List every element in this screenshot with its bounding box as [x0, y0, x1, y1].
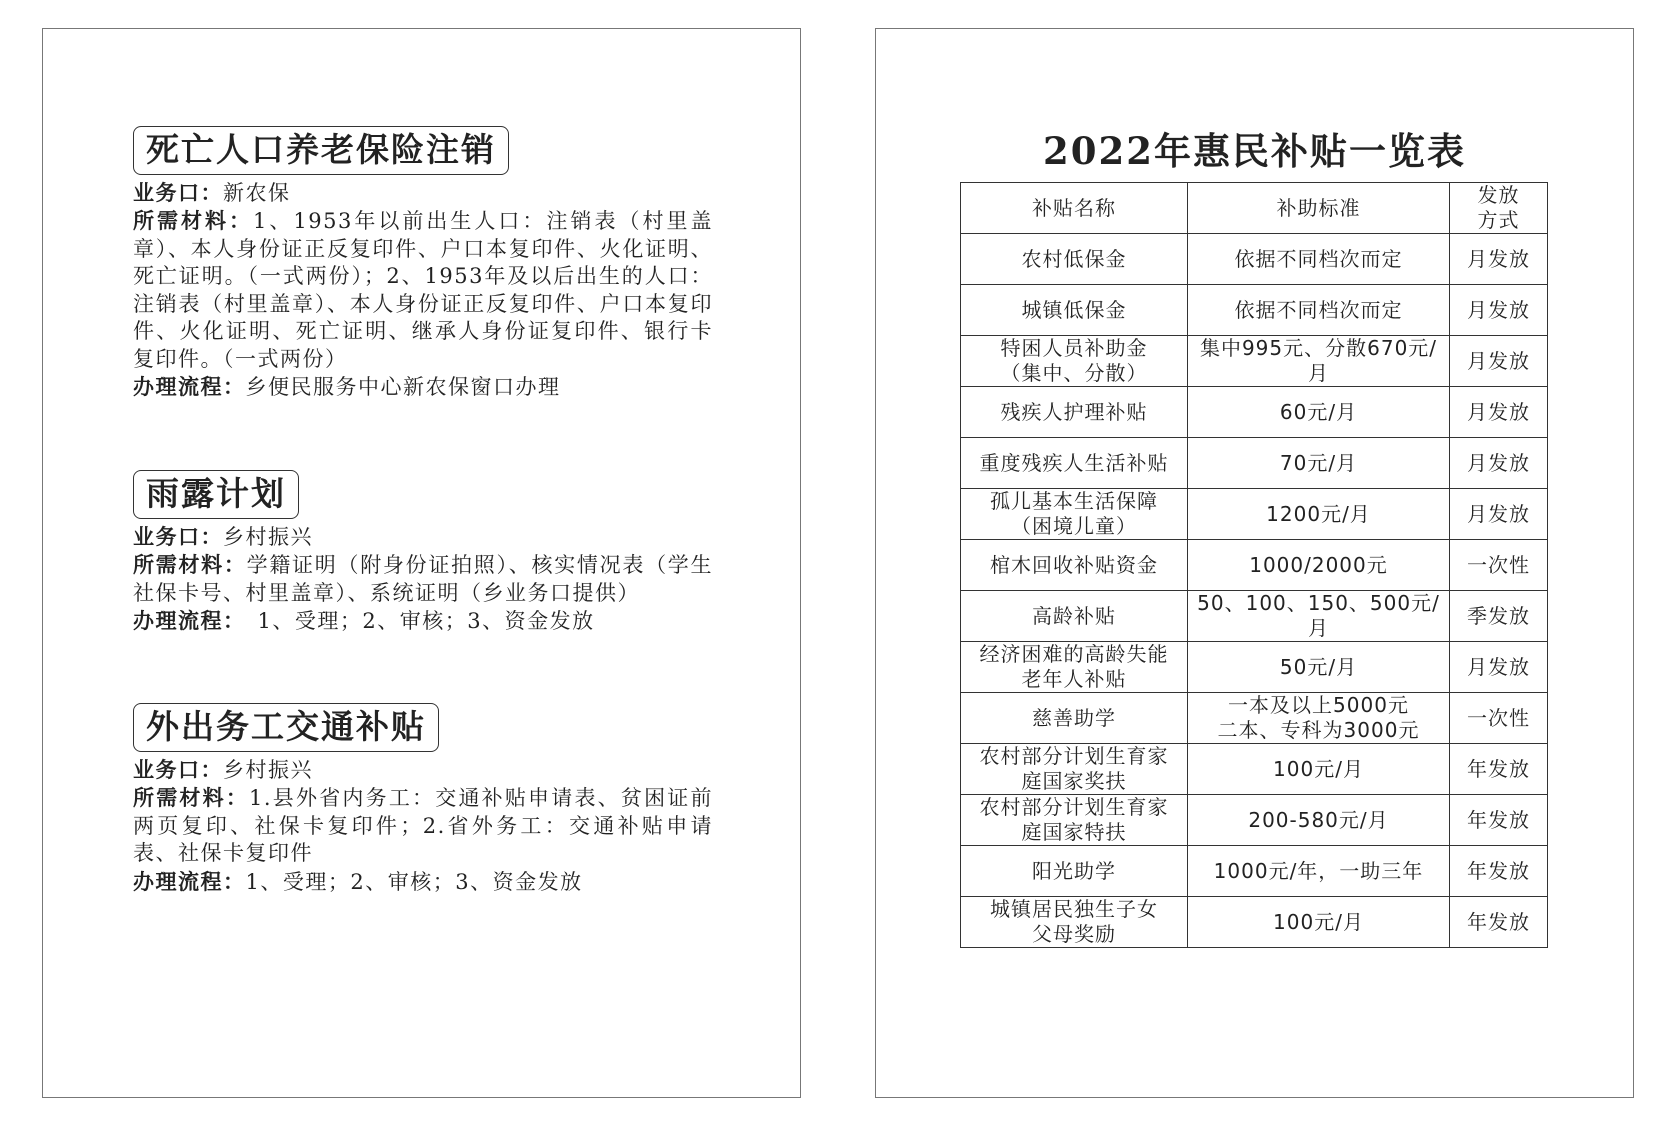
section-migrant-transport-subsidy	[133, 703, 713, 896]
table-row	[961, 591, 1548, 642]
cell-distribution-method: 年发放	[1450, 795, 1548, 846]
cell-distribution-method: 月发放	[1450, 336, 1548, 387]
cell-distribution-method: 月发放	[1450, 642, 1548, 693]
table-header-row	[961, 183, 1548, 234]
cell-subsidy-standard: 依据不同档次而定	[1188, 234, 1450, 285]
cell-distribution-method: 一次性	[1450, 693, 1548, 744]
business-label: 业务口：	[133, 756, 223, 782]
header-cell-method: 发放 方式	[1450, 183, 1548, 234]
cell-subsidy-standard: 依据不同档次而定	[1188, 285, 1450, 336]
cell-subsidy-standard: 一本及以上5000元 二本、专科为3000元	[1188, 693, 1450, 744]
cell-distribution-method: 月发放	[1450, 489, 1548, 540]
materials-label: 所需材料：	[133, 552, 247, 578]
table-row	[961, 438, 1548, 489]
section-body	[133, 756, 713, 897]
section-body	[133, 179, 713, 402]
business-label: 业务口：	[133, 523, 223, 549]
left-page	[42, 28, 801, 1098]
process-value: 乡便民服务中心新农保窗口办理	[245, 375, 561, 400]
cell-distribution-method: 月发放	[1450, 387, 1548, 438]
table-row	[961, 693, 1548, 744]
header-cell-name: 补贴名称	[961, 183, 1188, 234]
cell-subsidy-standard: 50元/月	[1188, 642, 1450, 693]
section-body	[133, 523, 713, 636]
cell-subsidy-name: 城镇居民独生子女 父母奖励	[961, 897, 1188, 948]
cell-distribution-method: 年发放	[1450, 846, 1548, 897]
cell-subsidy-standard: 50、100、150、500元/月	[1188, 591, 1450, 642]
table-row	[961, 744, 1548, 795]
table-row	[961, 387, 1548, 438]
cell-subsidy-name: 孤儿基本生活保障 （困境儿童）	[961, 489, 1188, 540]
table-row	[961, 540, 1548, 591]
cell-subsidy-name: 特困人员补助金 （集中、分散）	[961, 336, 1188, 387]
materials-label: 所需材料：	[133, 785, 250, 811]
table-body	[961, 234, 1548, 948]
business-label: 业务口：	[133, 179, 223, 205]
section-title: 死亡人口养老保险注销	[133, 126, 509, 175]
cell-subsidy-name: 农村部分计划生育家 庭国家奖扶	[961, 744, 1188, 795]
cell-subsidy-standard: 1000/2000元	[1188, 540, 1450, 591]
process-label: 办理流程：	[133, 608, 235, 634]
table-title: 2022年惠民补贴一览表	[1043, 129, 1466, 173]
materials-label: 所需材料：	[133, 208, 254, 234]
cell-distribution-method: 年发放	[1450, 744, 1548, 795]
table-row	[961, 795, 1548, 846]
table-row	[961, 642, 1548, 693]
right-page	[875, 28, 1634, 1098]
business-value: 新农保	[223, 180, 291, 205]
table-row	[961, 234, 1548, 285]
cell-subsidy-standard: 100元/月	[1188, 744, 1450, 795]
cell-subsidy-name: 农村低保金	[961, 234, 1188, 285]
cell-subsidy-name: 阳光助学	[961, 846, 1188, 897]
cell-subsidy-standard: 60元/月	[1188, 387, 1450, 438]
cell-subsidy-standard: 集中995元、分散670元/月	[1188, 336, 1450, 387]
cell-distribution-method: 年发放	[1450, 897, 1548, 948]
business-value: 乡村振兴	[223, 524, 313, 549]
cell-subsidy-name: 农村部分计划生育家 庭国家特扶	[961, 795, 1188, 846]
cell-subsidy-standard: 200-580元/月	[1188, 795, 1450, 846]
cell-distribution-method: 一次性	[1450, 540, 1548, 591]
materials-value: 学籍证明（附身份证拍照）、核实情况表（学生社保卡号、村里盖章）、系统证明（乡业务口提供）	[133, 553, 714, 605]
section-title: 外出务工交通补贴	[133, 703, 439, 752]
table-row	[961, 336, 1548, 387]
cell-subsidy-name: 经济困难的高龄失能 老年人补贴	[961, 642, 1188, 693]
cell-subsidy-name: 城镇低保金	[961, 285, 1188, 336]
process-value: 1、受理；2、审核；3、资金发放	[235, 609, 595, 634]
business-value: 乡村振兴	[223, 757, 313, 782]
materials-value: 1.县外省内务工：交通补贴申请表、贫困证前两页复印、社保卡复印件；2.省外务工：交通补贴申请表、社保卡复印件	[133, 786, 714, 866]
cell-subsidy-name: 慈善助学	[961, 693, 1188, 744]
subsidy-table	[960, 182, 1548, 948]
header-cell-standard: 补助标准	[1188, 183, 1450, 234]
cell-subsidy-standard: 1200元/月	[1188, 489, 1450, 540]
table-row	[961, 846, 1548, 897]
cell-subsidy-name: 重度残疾人生活补贴	[961, 438, 1188, 489]
materials-value: 1、1953年以前出生人口：注销表（村里盖章）、本人身份证正反复印件、户口本复印件、火化证明、死亡证明。（一式两份）；2、1953年及以后出生的人口：注销表（村里盖章）、本人身份证正反复印件、户口本复印件、火化证明、死亡证明、继承人身份证复印件、银行卡复印件。（一式两份）	[133, 209, 713, 371]
process-label: 办理流程：	[133, 868, 246, 894]
cell-distribution-method: 月发放	[1450, 234, 1548, 285]
process-value: 1、受理；2、审核；3、资金发放	[245, 869, 583, 894]
cell-distribution-method: 月发放	[1450, 438, 1548, 489]
cell-subsidy-name: 高龄补贴	[961, 591, 1188, 642]
cell-subsidy-standard: 1000元/年，一助三年	[1188, 846, 1450, 897]
cell-subsidy-name: 棺木回收补贴资金	[961, 540, 1188, 591]
cell-subsidy-standard: 70元/月	[1188, 438, 1450, 489]
table-row	[961, 489, 1548, 540]
cell-distribution-method: 季发放	[1450, 591, 1548, 642]
table-row	[961, 285, 1548, 336]
cell-subsidy-name: 残疾人护理补贴	[961, 387, 1188, 438]
section-title: 雨露计划	[133, 470, 299, 519]
table-row	[961, 897, 1548, 948]
cell-distribution-method: 月发放	[1450, 285, 1548, 336]
section-pension-cancellation	[133, 126, 713, 402]
cell-subsidy-standard: 100元/月	[1188, 897, 1450, 948]
process-label: 办理流程：	[133, 374, 246, 400]
section-yulu-plan	[133, 470, 713, 636]
